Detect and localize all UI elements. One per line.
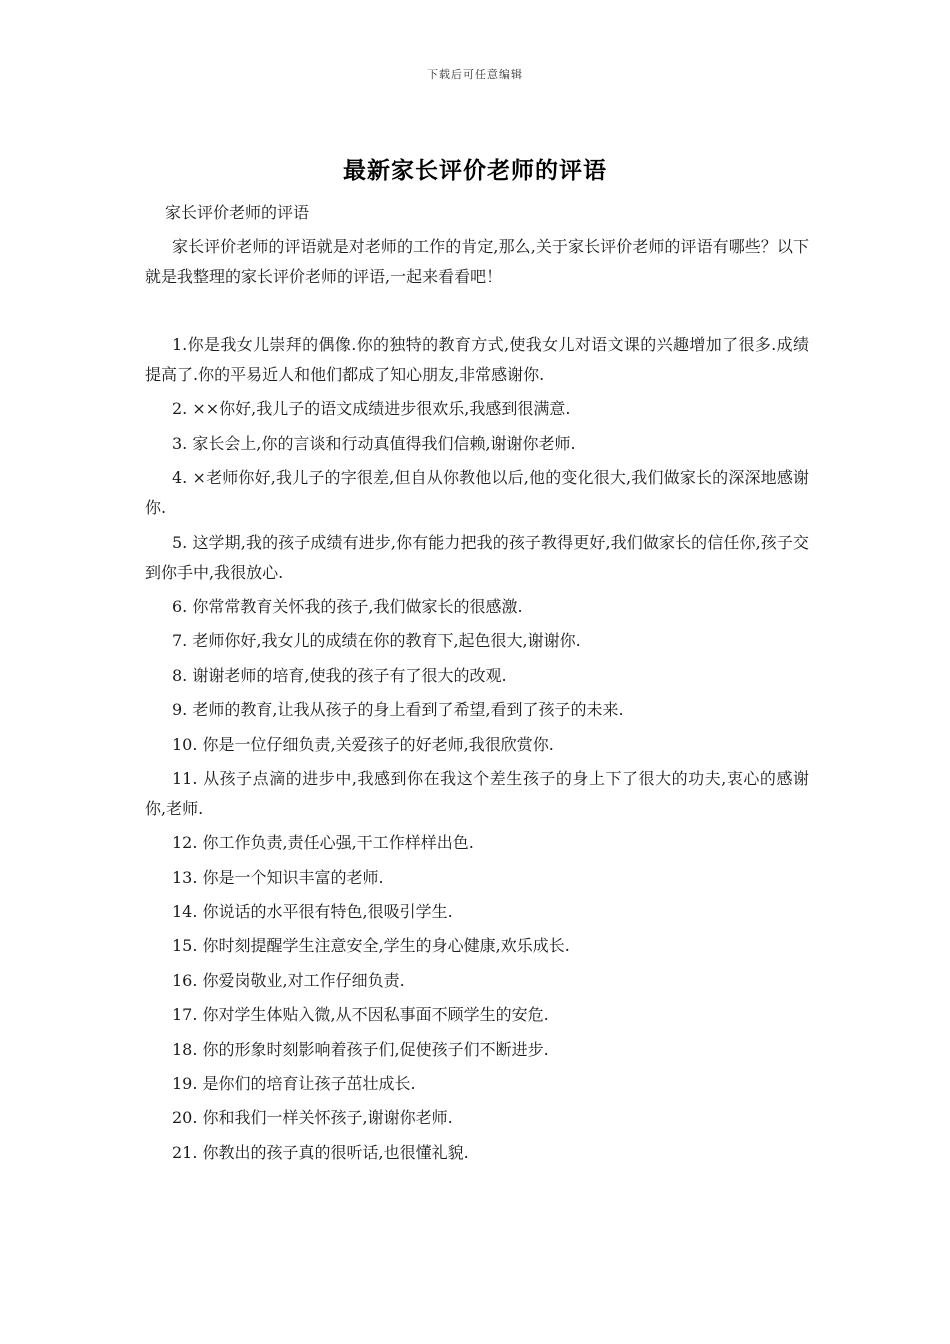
comment-item: 5. 这学期,我的孩子成绩有进步,你有能力把我的孩子教得更好,我们做家长的信任你,孩子交到你手中,我很放心. [145,532,809,582]
comment-item: 4. ×老师你好,我儿子的字很差,但自从你教他以后,他的变化很大,我们做家长的深深地感谢你. [145,468,809,518]
comment-item: 12. 你工作负责,责任心强,干工作样样出色. [172,833,474,853]
document-subtitle: 家长评价老师的评语 [165,203,310,222]
comment-item: 11. 从孩子点滴的进步中,我感到你在我这个差生孩子的身上下了很大的功夫,衷心的感谢你,老师. [145,768,809,818]
page-header-note: 下载后可任意编辑 [427,68,523,81]
comment-item: 7. 老师你好,我女儿的成绩在你的教育下,起色很大,谢谢你. [172,631,581,651]
document-title: 最新家长评价老师的评语 [343,158,607,184]
comment-item: 9. 老师的教育,让我从孩子的身上看到了希望,看到了孩子的未来. [172,700,624,720]
document-body [145,198,809,1172]
comment-item: 19. 是你们的培育让孩子茁壮成长. [172,1074,416,1094]
comment-item: 16. 你爱岗敬业,对工作仔细负责. [172,970,405,990]
comment-item: 8. 谢谢老师的培育,使我的孩子有了很大的改观. [172,665,507,685]
comment-item: 17. 你对学生体贴入微,从不因私事面不顾学生的安危. [172,1005,549,1025]
comment-list [145,330,809,1168]
comment-item: 14. 你说话的水平很有特色,很吸引学生. [172,902,453,922]
comment-item: 15. 你时刻提醒学生注意安全,学生的身心健康,欢乐成长. [172,936,570,956]
comment-item: 3. 家长会上,你的言谈和行动真值得我们信赖,谢谢你老师. [172,433,576,453]
intro-paragraph: 家长评价老师的评语就是对老师的工作的肯定,那么,关于家长评价老师的评语有哪些？以下就是我整理的家长评价老师的评语,一起来看看吧！ [145,237,809,286]
comment-item: 2. ××你好,我儿子的语文成绩进步很欢乐,我感到很满意. [172,399,571,419]
comment-item: 21. 你教出的孩子真的很听话,也很懂礼貌. [172,1142,469,1162]
comment-item: 20. 你和我们一样关怀孩子,谢谢你老师. [172,1108,453,1128]
comment-item: 18. 你的形象时刻影响着孩子们,促使孩子们不断进步. [172,1039,549,1059]
comment-item: 13. 你是一个知识丰富的老师. [172,867,384,887]
comment-item: 1.你是我女儿崇拜的偶像.你的独特的教育方式,使我女儿对语文课的兴趣增加了很多.成绩提高了.你的平易近人和他们都成了知心朋友,非常感谢你. [145,335,809,384]
comment-item: 10. 你是一位仔细负责,关爱孩子的好老师,我很欣赏你. [172,734,554,754]
comment-item: 6. 你常常教育关怀我的孩子,我们做家长的很感激. [172,596,523,616]
